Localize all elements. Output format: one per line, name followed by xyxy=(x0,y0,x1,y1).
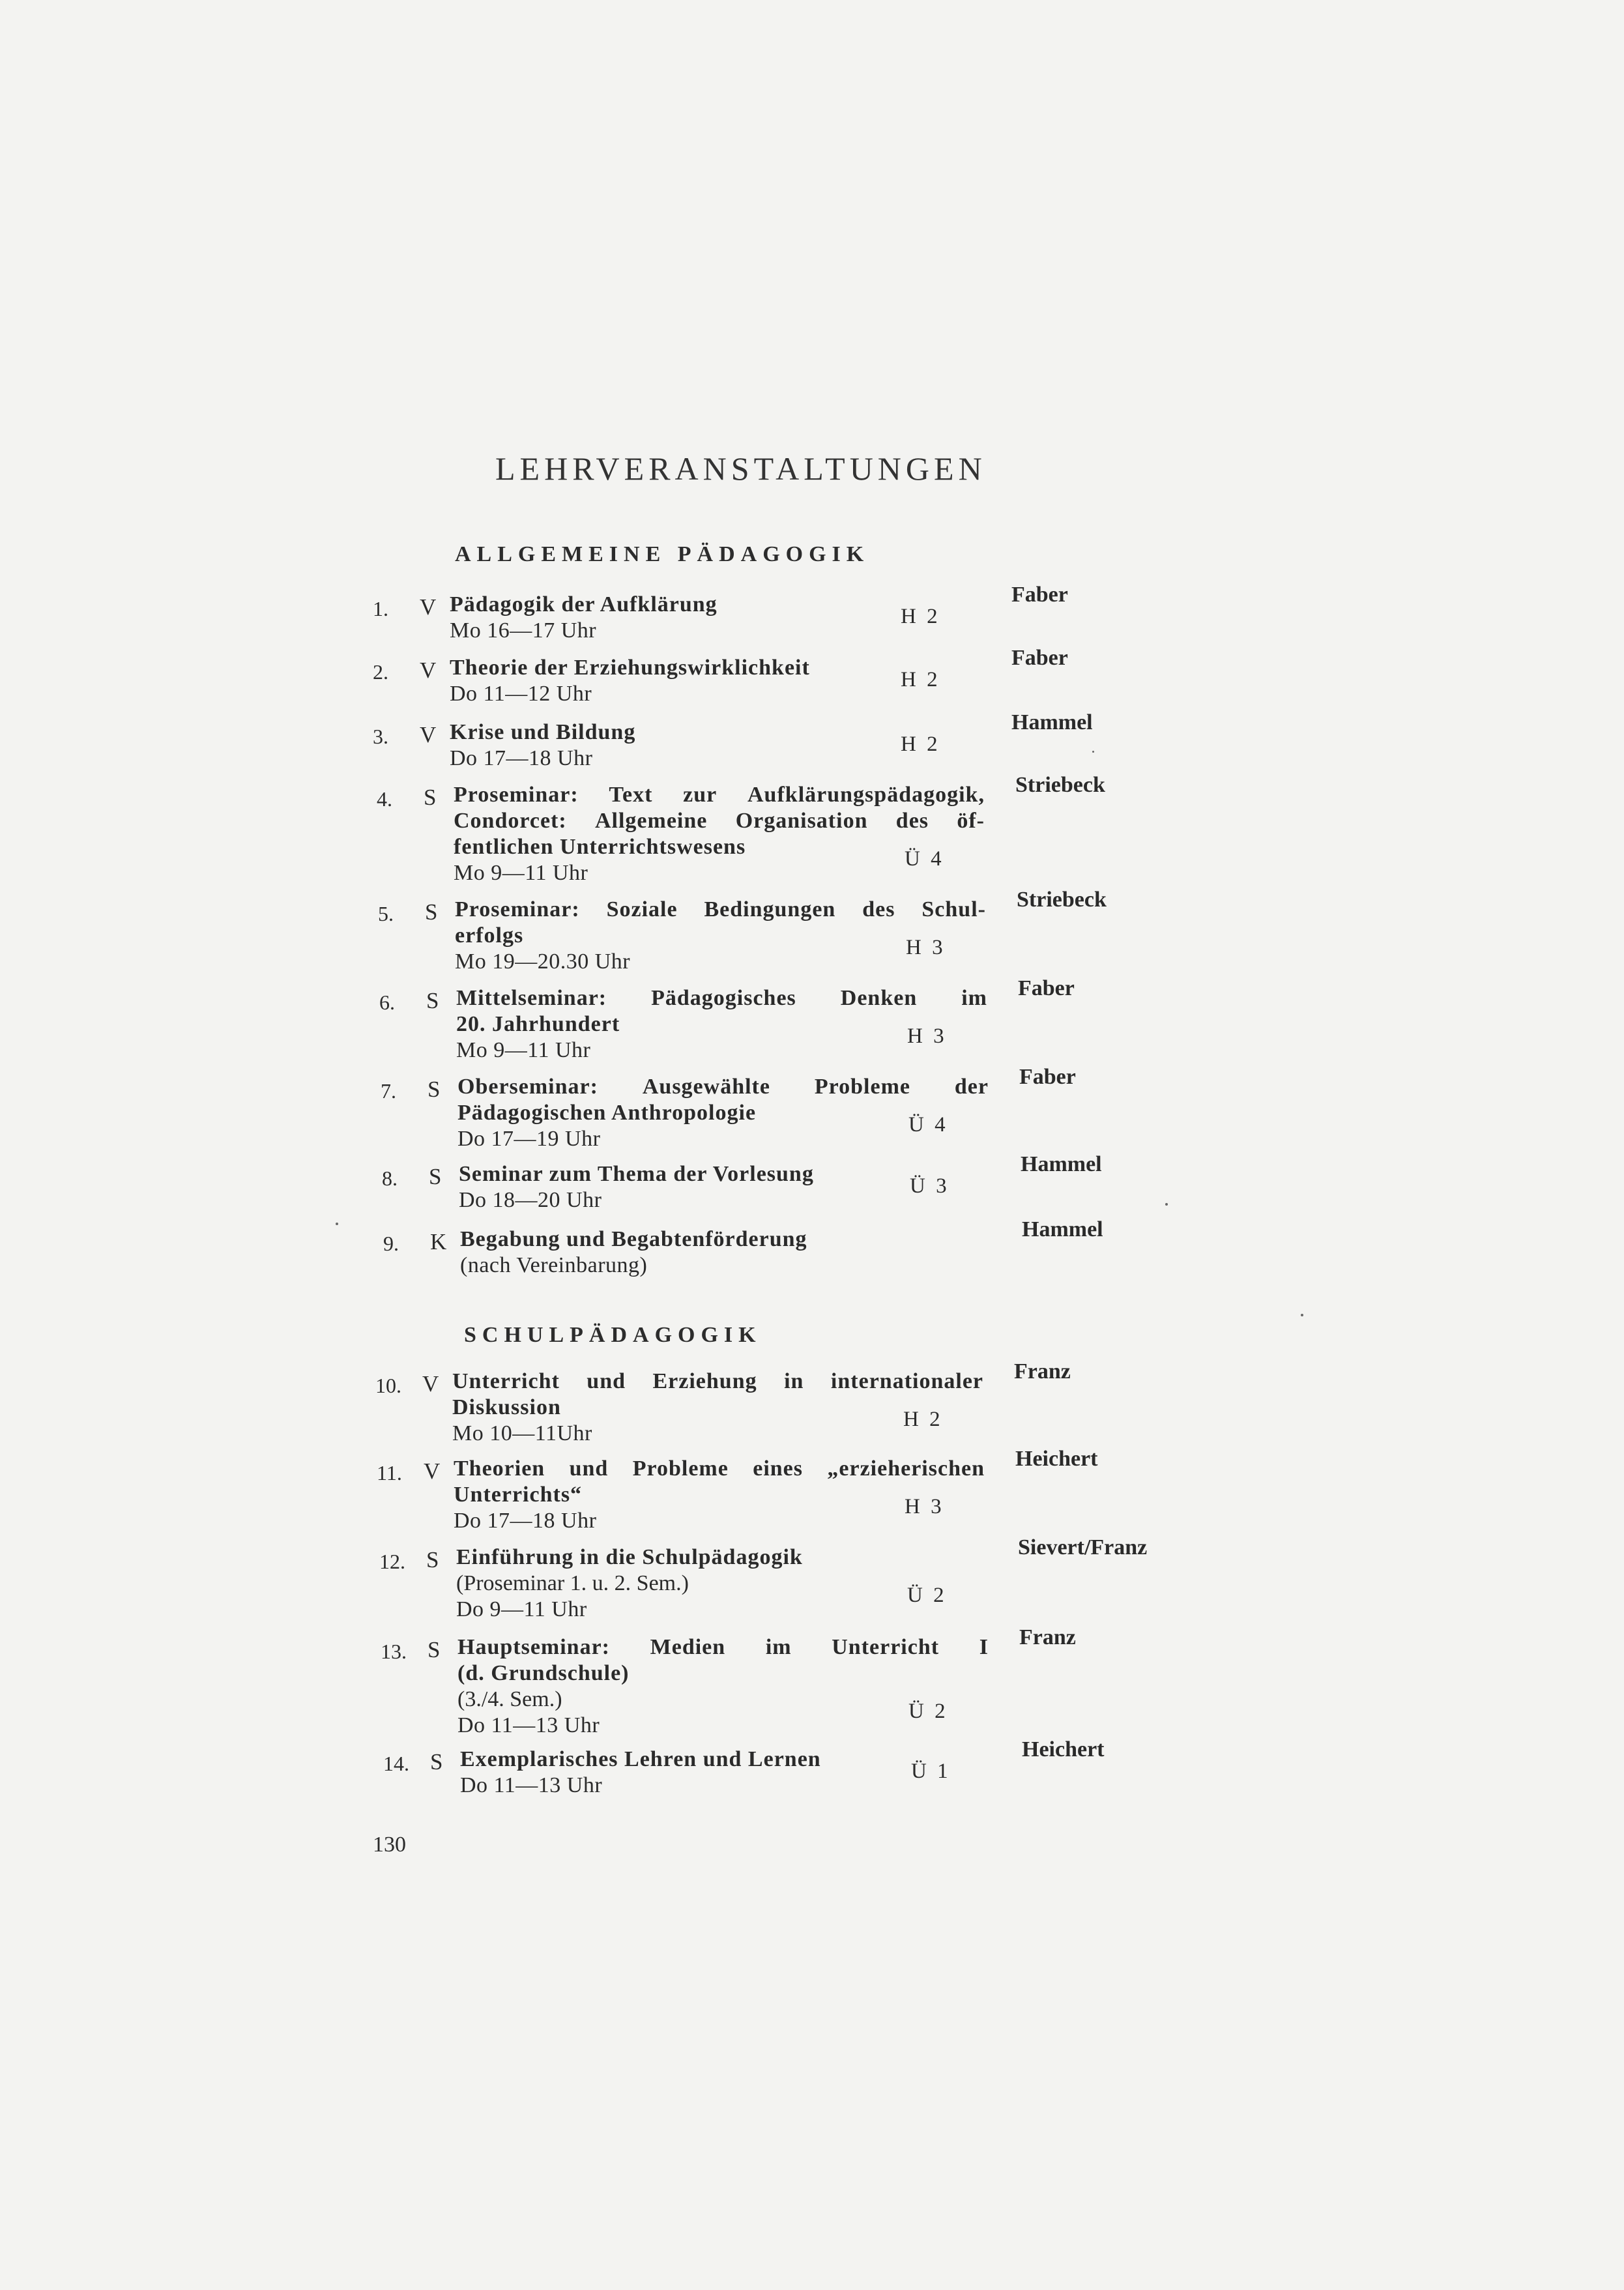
section-heading: ALLGEMEINE PÄDAGOGIK xyxy=(455,542,870,566)
course-type: V xyxy=(420,722,437,747)
course-type: S xyxy=(424,785,437,810)
course-note: (Proseminar 1. u. 2. Sem.) xyxy=(456,1571,689,1595)
course-time: Do 17—18 Uhr xyxy=(454,1509,597,1533)
course-entry xyxy=(383,1737,1296,1857)
course-type: S xyxy=(430,1749,443,1775)
lecturer: Hammel xyxy=(1011,710,1093,734)
course-time: Mo 9—11 Uhr xyxy=(454,861,588,885)
scan-speck xyxy=(336,1223,338,1225)
entry-number: 6. xyxy=(379,991,395,1014)
course-title-line: 20. Jahrhundert xyxy=(456,1012,620,1036)
course-time: (nach Vereinbarung) xyxy=(460,1253,648,1277)
lecturer: Hammel xyxy=(1022,1217,1103,1241)
room: Ü 4 xyxy=(905,847,944,871)
course-type: S xyxy=(429,1164,442,1189)
course-time: Do 11—12 Uhr xyxy=(450,682,592,706)
course-entry xyxy=(381,1625,1293,1745)
course-title-line: (d. Grundschule) xyxy=(457,1661,630,1685)
course-title-line: Begabung und Begabtenförderung xyxy=(460,1227,807,1251)
course-title-line: Oberseminar: Ausgewählte Probleme der xyxy=(457,1075,989,1099)
lecturer: Faber xyxy=(1019,1065,1076,1089)
lecturer: Franz xyxy=(1019,1625,1076,1649)
course-time: Mo 16—17 Uhr xyxy=(450,618,597,643)
room: Ü 3 xyxy=(910,1174,950,1198)
entry-number: 8. xyxy=(382,1167,398,1190)
section-heading: SCHULPÄDAGOGIK xyxy=(464,1323,762,1347)
course-entry xyxy=(383,1217,1296,1337)
entry-number: 1. xyxy=(373,597,388,620)
course-type: S xyxy=(425,899,438,925)
course-entry xyxy=(377,773,1289,893)
course-title-line: fentlichen Unterrichtswesens xyxy=(454,835,746,859)
entry-number: 12. xyxy=(379,1550,405,1573)
room: Ü 2 xyxy=(907,1584,947,1607)
entry-number: 3. xyxy=(373,725,388,748)
scan-speck xyxy=(1301,1314,1303,1316)
lecturer: Heichert xyxy=(1022,1737,1105,1761)
course-title-line: Hauptseminar: Medien im Unterricht I xyxy=(457,1635,989,1659)
course-time: Do 18—20 Uhr xyxy=(459,1188,602,1212)
entry-number: 7. xyxy=(381,1079,396,1103)
room: Ü 2 xyxy=(908,1700,948,1723)
entry-number: 4. xyxy=(377,787,392,811)
course-time: Do 11—13 Uhr xyxy=(457,1713,600,1737)
course-type: S xyxy=(426,1547,439,1573)
room: H 3 xyxy=(906,936,946,959)
course-type: S xyxy=(428,1077,441,1102)
course-time: Do 17—18 Uhr xyxy=(450,746,593,770)
course-time: Do 17—19 Uhr xyxy=(457,1127,601,1151)
course-type: S xyxy=(426,988,439,1013)
course-title-line: Seminar zum Thema der Vorlesung xyxy=(459,1162,814,1186)
lecturer: Striebeck xyxy=(1015,773,1105,797)
course-title-line: Theorien und Probleme eines „erzieherischen xyxy=(454,1457,985,1481)
scan-speck xyxy=(1165,1203,1168,1206)
lecturer: Sievert/Franz xyxy=(1018,1535,1148,1559)
scan-speck xyxy=(1092,751,1094,753)
course-time: Do 11—13 Uhr xyxy=(460,1773,603,1797)
course-title-line: Krise und Bildung xyxy=(450,720,636,744)
course-title-line: Unterrichts“ xyxy=(454,1483,583,1507)
course-time: Mo 19—20.30 Uhr xyxy=(455,949,631,974)
page-title: LEHRVERANSTALTUNGEN xyxy=(495,450,987,487)
entry-number: 14. xyxy=(383,1752,409,1775)
course-type: V xyxy=(420,658,437,683)
room: H 2 xyxy=(901,668,940,691)
course-title-line: Exemplarisches Lehren und Lernen xyxy=(460,1747,821,1771)
entry-number: 9. xyxy=(383,1232,399,1255)
course-title-line: Condorcet: Allgemeine Organisation des öf- xyxy=(454,809,985,833)
room: H 2 xyxy=(903,1408,943,1431)
lecturer: Hammel xyxy=(1021,1152,1102,1176)
course-type: V xyxy=(424,1458,441,1484)
lecturer: Franz xyxy=(1014,1359,1071,1384)
entry-number: 11. xyxy=(377,1461,402,1485)
course-type: V xyxy=(420,594,437,620)
page-number: 130 xyxy=(373,1833,406,1857)
course-type: V xyxy=(422,1371,439,1397)
room: Ü 4 xyxy=(908,1113,948,1137)
course-title-line: Mittelseminar: Pädagogisches Denken im xyxy=(456,986,987,1010)
course-title-line: erfolgs xyxy=(455,923,524,948)
course-note: (3./4. Sem.) xyxy=(457,1687,562,1711)
lecturer: Striebeck xyxy=(1017,888,1107,912)
course-title-line: Einführung in die Schulpädagogik xyxy=(456,1545,803,1569)
course-type: S xyxy=(428,1637,441,1662)
course-description xyxy=(460,1226,991,1279)
room: H 2 xyxy=(901,732,940,756)
entry-number: 13. xyxy=(381,1640,407,1663)
course-title-line: Proseminar: Text zur Aufklärungspädagogik, xyxy=(454,783,985,807)
entry-number: 2. xyxy=(373,660,388,684)
course-title-line: Proseminar: Soziale Bedingungen des Schul- xyxy=(455,897,986,921)
course-time: Mo 10—11Uhr xyxy=(452,1421,592,1445)
course-title-line: Pädagogik der Aufklärung xyxy=(450,592,718,616)
course-type: K xyxy=(430,1229,447,1254)
lecturer: Faber xyxy=(1011,646,1068,670)
course-time: Do 9—11 Uhr xyxy=(456,1597,587,1621)
room: H 2 xyxy=(901,605,940,628)
lecturer: Faber xyxy=(1018,976,1075,1000)
entry-number: 5. xyxy=(378,902,394,925)
lecturer: Heichert xyxy=(1015,1447,1098,1471)
entry-number: 10. xyxy=(375,1374,401,1397)
lecturer: Faber xyxy=(1011,583,1068,607)
course-time: Mo 9—11 Uhr xyxy=(456,1038,591,1062)
course-title-line: Pädagogischen Anthropologie xyxy=(457,1101,757,1125)
room: H 3 xyxy=(905,1495,944,1518)
course-title-line: Diskussion xyxy=(452,1395,561,1419)
room: Ü 1 xyxy=(911,1760,951,1783)
course-title-line: Unterricht und Erziehung in internationaler xyxy=(452,1369,983,1393)
course-title-line: Theorie der Erziehungswirklichkeit xyxy=(450,656,810,680)
room: H 3 xyxy=(907,1024,947,1048)
